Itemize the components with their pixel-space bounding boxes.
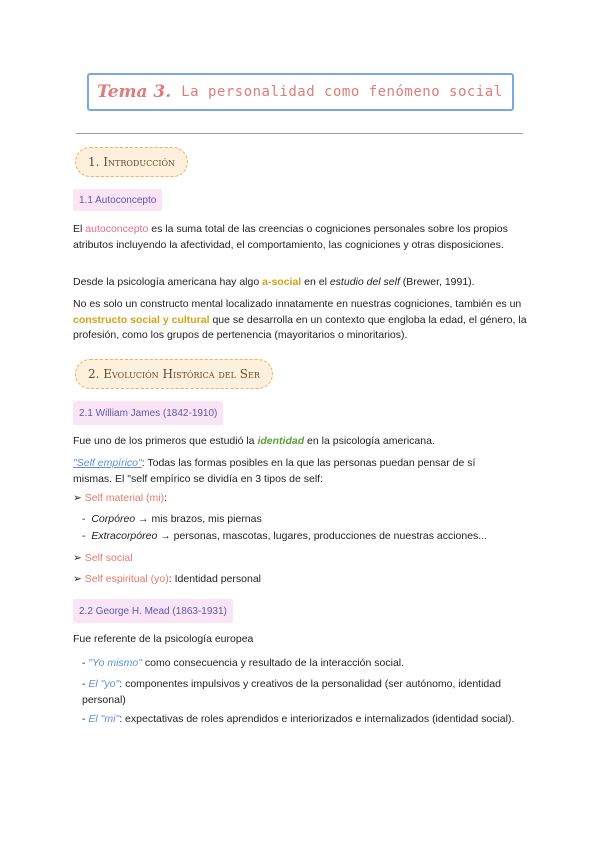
title-box: [87, 73, 514, 111]
dash-bullet-icon: -: [82, 657, 86, 669]
sub-item-extracorporeo: [82, 529, 487, 544]
subsection-mead: [73, 599, 233, 623]
text: : Todas las formas posibles en la que las personas puedan pensar de sí mismas. El "self empírico se dividía en 3 tipos de self:: [73, 457, 476, 485]
bullet-self-social: [73, 551, 133, 566]
keyword: "Yo mismo": [88, 657, 142, 669]
keyword: Self material (mi): [84, 492, 165, 504]
subsection-label: 2.2 George H. Mead (1863-1931): [79, 605, 227, 617]
keyword: identidad: [257, 435, 305, 447]
text: : componentes impulsivos y creativos de la personalidad (ser autónomo, identidad personal): [82, 678, 501, 706]
mead-item-el-yo: [73, 677, 518, 708]
subsection-label: 2.1 William James (1842-1910): [79, 407, 218, 419]
subsection-autoconcepto: [73, 189, 162, 211]
subsection-james: [73, 401, 223, 425]
text: → personas, mascotas, lugares, producciones de nuestras acciones...: [157, 530, 488, 542]
text: Desde la psicología americana hay algo: [73, 276, 263, 288]
keyword: a-social: [262, 276, 302, 288]
text: No es solo un constructo mental localizado innatamente en nuestras cogniciones, también es un: [73, 298, 522, 310]
divider: [76, 133, 523, 134]
text: (Brewer, 1991).: [399, 276, 475, 288]
bullet-self-espiritual: [73, 572, 261, 587]
paragraph-psicologia: [73, 275, 528, 291]
keyword: El "mi": [88, 713, 120, 725]
mead-item-yo-mismo: [82, 656, 404, 671]
italic-text: Extracorpóreo: [91, 530, 158, 542]
page-title: La personalidad como fenómeno social: [181, 84, 503, 100]
paragraph-autoconcepto: [73, 222, 528, 253]
mead-item-el-mi: [73, 712, 518, 728]
arrow-bullet-icon: ➢: [73, 552, 82, 564]
section-label: 1. Introducción: [88, 155, 176, 169]
paragraph-constructo: [73, 297, 528, 344]
title-tema: Tema 3.: [97, 82, 172, 102]
keyword: autoconcepto: [85, 223, 149, 235]
text: en la psicología americana.: [304, 435, 435, 447]
italic-text: Corpóreo: [91, 513, 136, 525]
text: : expectativas de roles aprendidos e interiorizados e internalizados (identidad social).: [119, 713, 515, 725]
dash-bullet-icon: -: [82, 530, 86, 542]
dash-bullet-icon: -: [82, 713, 86, 725]
section-evolucion: [75, 359, 273, 389]
subsection-label: 1.1 Autoconcepto: [79, 194, 157, 206]
text: → mis brazos, mis piernas: [135, 513, 262, 525]
keyword: El "yo": [88, 678, 120, 690]
text: como consecuencia y resultado de la interacción social.: [141, 657, 405, 669]
italic-text: estudio del self: [329, 276, 400, 288]
text: en el: [301, 276, 330, 288]
section-introduccion: [75, 147, 188, 177]
james-self-empirico: [73, 456, 513, 487]
mead-line-1: [73, 632, 253, 647]
text: :: [164, 492, 168, 504]
text: : Identidad personal: [168, 573, 261, 585]
dash-bullet-icon: -: [82, 513, 86, 525]
bullet-self-material: [73, 491, 167, 506]
section-label: 2. Evolución Histórica del Ser: [88, 367, 260, 381]
dash-bullet-icon: -: [82, 678, 86, 690]
text: que se desarrolla en un contexto que engloba la edad, el género, la profesión, como los grupos de pertenencia (mayoritarios o minoritarios).: [73, 313, 527, 341]
text: es la suma total de las creencias o cogniciones personales sobre los propios atributos incluyendo la afectividad, el comportamiento, las cogniciones y otras disposiciones.: [73, 223, 508, 251]
text: Fue referente de la psicología europea: [73, 633, 254, 645]
text: Fue uno de los primeros que estudió la: [73, 435, 258, 447]
sub-item-corporeo: [82, 512, 262, 527]
keyword: Self social: [84, 552, 133, 564]
arrow-bullet-icon: ➢: [73, 573, 82, 585]
keyword-link: "Self empírico": [73, 457, 142, 469]
text: El: [73, 223, 86, 235]
james-line-1: [73, 434, 435, 449]
keyword: constructo social y cultural: [73, 313, 210, 326]
keyword: Self espiritual (yo): [84, 573, 169, 585]
arrow-bullet-icon: ➢: [73, 492, 82, 504]
